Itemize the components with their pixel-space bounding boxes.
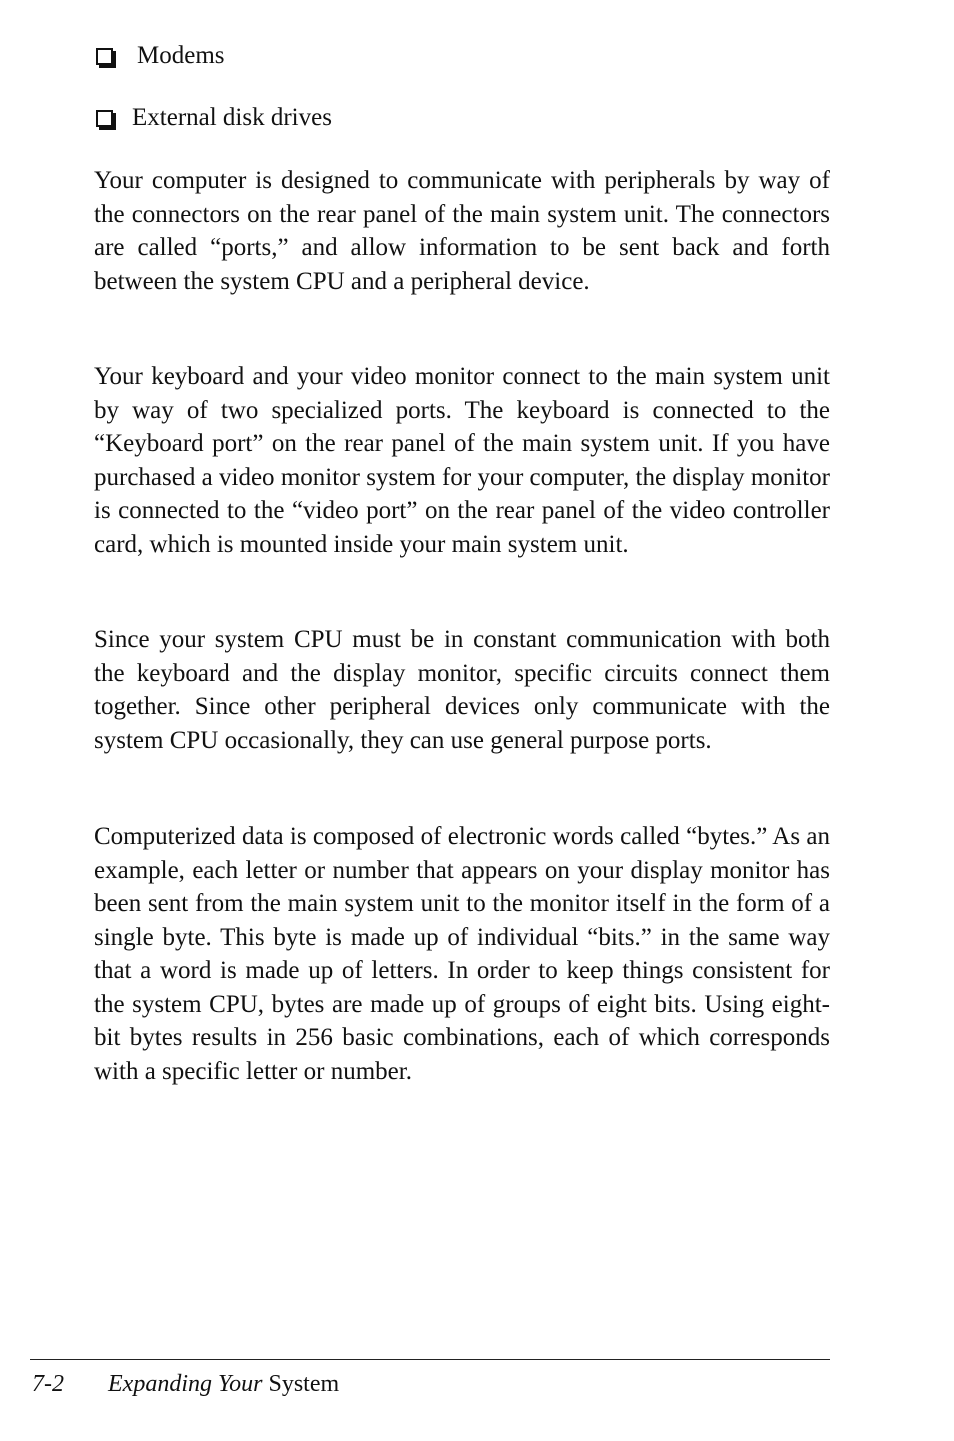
checkbox-square-icon [96, 48, 113, 65]
page-footer [32, 1368, 339, 1400]
bullet-label: Modems [137, 42, 225, 69]
checkbox-square-icon [96, 110, 113, 127]
page-number: 7-2 [32, 1371, 64, 1397]
bullet-item-modems [96, 39, 225, 73]
chapter-title-roman: System [268, 1371, 340, 1397]
bullet-label: External disk drives [132, 104, 332, 131]
footer-divider [30, 1359, 830, 1360]
paragraph-bytes-bits: Computerized data is composed of electronic words called “bytes.” As an example, each letter or number that appears on your display monitor has been sent from the main system unit to the monitor itself in the form of a single byte. This byte is made up of individual “bits.” in the same way that a word is made up of letters. In order to keep things consistent for the system CPU, bytes are made up of groups of eight bits. Using eight-bit bytes results in 256 basic combinations, each of which corresponds with a specific letter or number. [94, 823, 830, 1085]
paragraph-keyboard-video: Your keyboard and your video monitor connect to the main system unit by way of two specialized ports. The keyboard is connected to the “Keyboard port” on the rear panel of the main system unit. If you have purchased a video monitor system for your computer, the display monitor is connected to the “video port” on the rear panel of the video controller card, which is mounted inside your main system unit. [94, 363, 830, 558]
paragraph-ports-intro: Your computer is designed to communicate with peripherals by way of the connectors on the rear panel of the main system unit. The connectors are called “ports,” and allow information to be sent back and forth between the system CPU and a peripheral device. [94, 167, 830, 295]
chapter-title-italic: Expanding Your [108, 1371, 263, 1397]
paragraph-cpu-communication: Since your system CPU must be in constant communication with both the keyboard and the display monitor, specific circuits connect them together. Since other peripheral devices only communicate with the system CPU occasionally, they can use general purpose ports. [94, 626, 830, 754]
bullet-item-external-disk-drives [96, 101, 332, 135]
